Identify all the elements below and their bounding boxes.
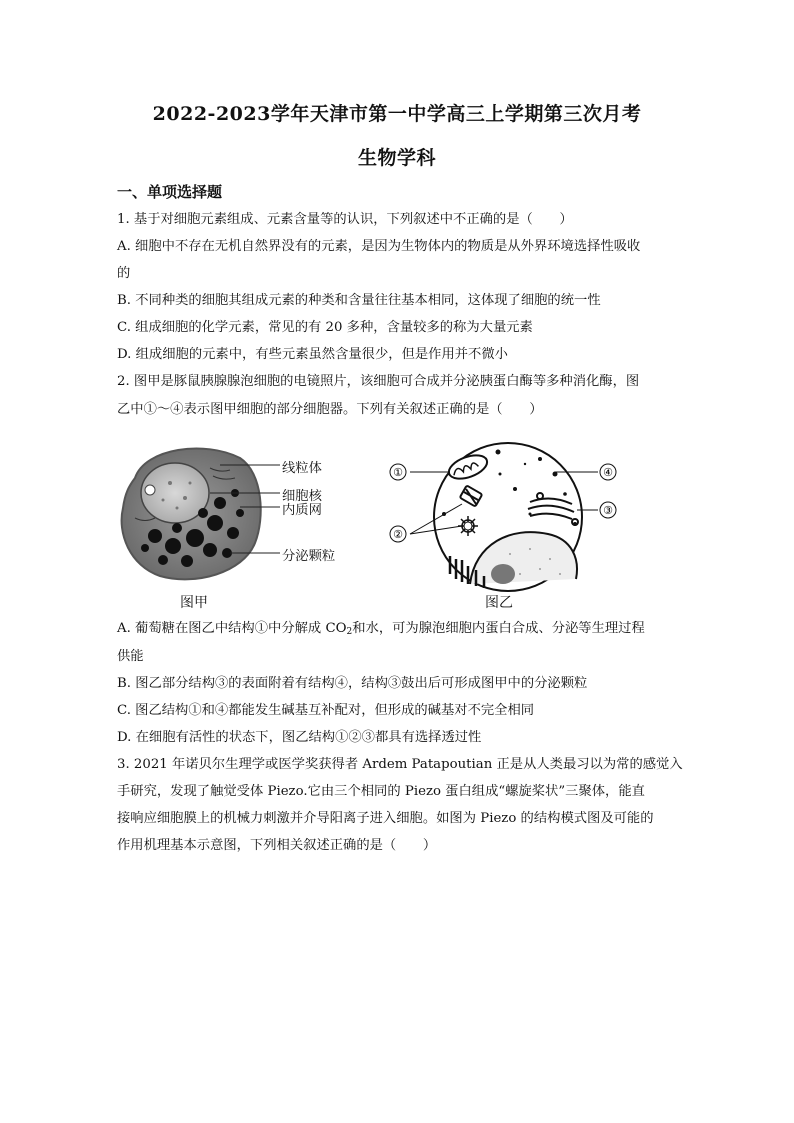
q2-option-c: C. 图乙结构①和④都能发生碱基互补配对，但形成的碱基对不完全相同 bbox=[117, 703, 535, 718]
marker-1: ① bbox=[393, 466, 403, 479]
q2-option-a-cont: 供能 bbox=[117, 649, 144, 664]
q1-option-c: C. 组成细胞的化学元素，常见的有 20 多种，含量较多的称为大量元素 bbox=[117, 320, 533, 335]
marker-3: ③ bbox=[603, 504, 613, 517]
q2-option-b: B. 图乙部分结构③的表面附着有结构④，结构③鼓出后可形成图甲中的分泌颗粒 bbox=[117, 676, 588, 691]
q1-stem: 1. 基于对细胞元素组成、元素含量等的认识，下列叙述中不正确的是（ ） bbox=[117, 212, 573, 227]
q3-line-2: 手研究，发现了触觉受体 Piezo.它由三个相同的 Piezo 蛋白组成“螺旋桨状”三聚体，能直 bbox=[117, 784, 645, 799]
q2-option-a: A. 葡萄糖在图乙中结构①中分解成 $CO_2$和水，可为腺泡细胞内蛋白合成、分泌等生理过程 bbox=[117, 621, 645, 637]
q1-option-a: A. 细胞中不存在无机自然界没有的元素，是因为生物体内的物质是从外界环境选择性吸收 bbox=[117, 239, 641, 254]
q1-option-b: B. 不同种类的细胞其组成元素的种类和含量往往基本相同，这体现了细胞的统一性 bbox=[117, 293, 601, 308]
q2-stem-cont: 乙中①～④表示图甲细胞的部分细胞器。下列有关叙述正确的是（ ） bbox=[117, 402, 543, 417]
q3-line-3: 接响应细胞膜上的机械力刺激并介导阳离子进入细胞。如图为 Piezo 的结构模式图及可能的 bbox=[117, 811, 654, 826]
q2-stem: 2. 图甲是豚鼠胰腺腺泡细胞的电镜照片，该细胞可合成并分泌胰蛋白酶等多种消化酶，图 bbox=[117, 374, 640, 389]
q2-option-d: D. 在细胞有活性的状态下，图乙结构①②③都具有选择透过性 bbox=[117, 730, 482, 745]
label-er: 内质网 bbox=[282, 503, 322, 518]
label-nucleus: 细胞核 bbox=[282, 489, 322, 504]
figure-a-leader-lines bbox=[200, 455, 285, 565]
q1-option-d: D. 组成细胞的元素中，有些元素虽然含量很少，但是作用并不微小 bbox=[117, 347, 508, 362]
exam-title: 2022-2023学年天津市第一中学高三上学期第三次月考 bbox=[152, 103, 642, 125]
figure-b-caption: 图乙 bbox=[485, 595, 513, 611]
q3-line-1: 3. 2021 年诺贝尔生理学或医学奖获得者 Ardem Patapoutian 正是从人类最习以为常的感觉入 bbox=[117, 757, 683, 772]
marker-4: ④ bbox=[603, 466, 613, 479]
figure-b-organelle-diagram bbox=[380, 434, 620, 596]
q1-option-a-cont: 的 bbox=[117, 266, 131, 281]
q3-line-4: 作用机理基本示意图，下列相关叙述正确的是（ ） bbox=[117, 838, 437, 853]
label-mitochondria: 线粒体 bbox=[282, 461, 322, 476]
subject-title: 生物学科 bbox=[357, 147, 436, 169]
section-heading: 一、单项选择题 bbox=[117, 183, 223, 201]
marker-2: ② bbox=[393, 528, 403, 541]
figure-a-caption: 图甲 bbox=[180, 595, 208, 611]
label-secretory-granule: 分泌颗粒 bbox=[282, 549, 336, 564]
